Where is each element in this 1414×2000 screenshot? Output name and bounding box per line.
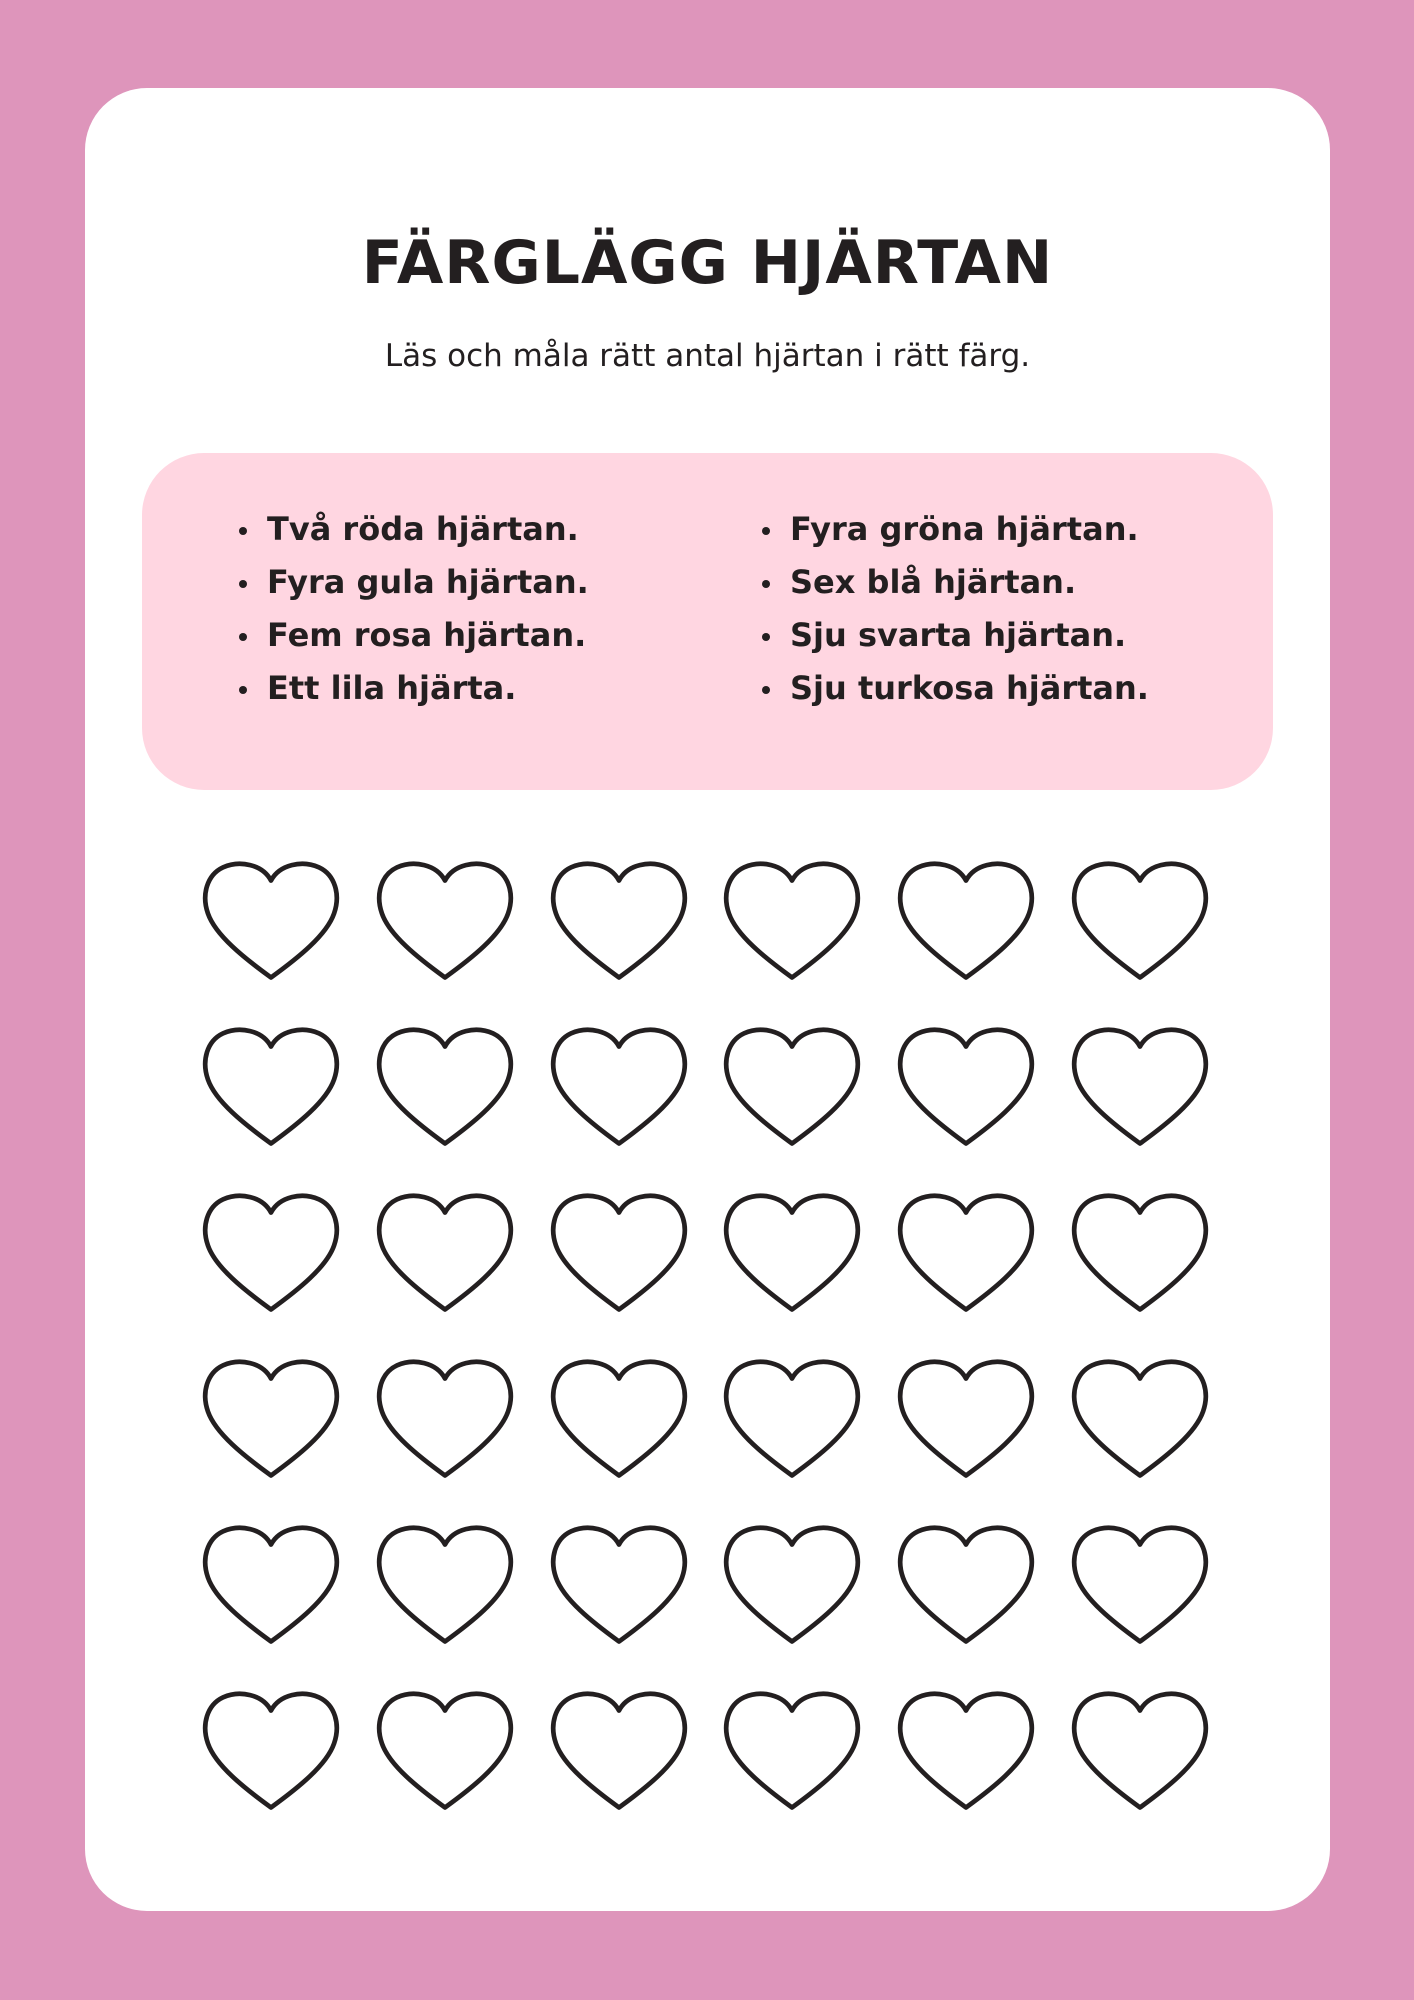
- heart-outline-icon[interactable]: [719, 1189, 865, 1317]
- bullet-icon: [239, 686, 247, 694]
- heart-outline-icon[interactable]: [372, 1189, 518, 1317]
- page-title: FÄRGLÄGG HJÄRTAN: [361, 228, 1054, 298]
- heart-outline-icon[interactable]: [546, 1521, 692, 1649]
- instruction-box: [142, 453, 1273, 790]
- heart-outline-icon[interactable]: [198, 1023, 344, 1151]
- heart-outline-icon[interactable]: [372, 1521, 518, 1649]
- heart-outline-icon[interactable]: [893, 1355, 1039, 1483]
- instruction-text: Fem rosa hjärtan.: [267, 616, 587, 654]
- bullet-icon: [239, 633, 247, 641]
- bullet-icon: [239, 527, 247, 535]
- heart-outline-icon[interactable]: [546, 1023, 692, 1151]
- heart-outline-icon[interactable]: [719, 1687, 865, 1815]
- heart-outline-icon[interactable]: [372, 1355, 518, 1483]
- heart-outline-icon[interactable]: [893, 1023, 1039, 1151]
- instruction-text: Sju turkosa hjärtan.: [790, 669, 1149, 707]
- heart-outline-icon[interactable]: [546, 857, 692, 985]
- heart-outline-icon[interactable]: [893, 857, 1039, 985]
- instruction-text: Sju svarta hjärtan.: [790, 616, 1127, 654]
- instruction-text: Fyra gula hjärtan.: [267, 563, 589, 601]
- heart-outline-icon[interactable]: [198, 857, 344, 985]
- instruction-list-right: [790, 503, 1149, 715]
- worksheet-card: [85, 88, 1330, 1911]
- heart-outline-icon[interactable]: [719, 1521, 865, 1649]
- instruction-item: [790, 503, 1149, 556]
- heart-outline-icon[interactable]: [372, 857, 518, 985]
- heart-outline-icon[interactable]: [198, 1189, 344, 1317]
- bullet-icon: [762, 686, 770, 694]
- heart-outline-icon[interactable]: [198, 1521, 344, 1649]
- bullet-icon: [239, 580, 247, 588]
- heart-outline-icon[interactable]: [198, 1687, 344, 1815]
- instruction-item: [267, 609, 589, 662]
- heart-outline-icon[interactable]: [893, 1521, 1039, 1649]
- heart-outline-icon[interactable]: [893, 1687, 1039, 1815]
- instruction-text: Ett lila hjärta.: [267, 669, 517, 707]
- instruction-item: [267, 662, 589, 715]
- instruction-item: [790, 609, 1149, 662]
- heart-outline-icon[interactable]: [719, 1023, 865, 1151]
- bullet-icon: [762, 580, 770, 588]
- bullet-icon: [762, 633, 770, 641]
- heart-outline-icon[interactable]: [719, 1355, 865, 1483]
- heart-outline-icon[interactable]: [1067, 1355, 1213, 1483]
- heart-outline-icon[interactable]: [546, 1189, 692, 1317]
- instruction-item: [267, 503, 589, 556]
- bullet-icon: [762, 527, 770, 535]
- heart-outline-icon[interactable]: [198, 1355, 344, 1483]
- instruction-item: [267, 556, 589, 609]
- heart-outline-icon[interactable]: [893, 1189, 1039, 1317]
- instruction-item: [790, 662, 1149, 715]
- instruction-text: Fyra gröna hjärtan.: [790, 510, 1139, 548]
- heart-outline-icon[interactable]: [719, 857, 865, 985]
- heart-outline-icon[interactable]: [1067, 857, 1213, 985]
- heart-outline-icon[interactable]: [546, 1355, 692, 1483]
- instruction-list-left: [267, 503, 589, 715]
- heart-outline-icon[interactable]: [372, 1023, 518, 1151]
- heart-outline-icon[interactable]: [1067, 1189, 1213, 1317]
- heart-outline-icon[interactable]: [1067, 1023, 1213, 1151]
- instruction-text: Två röda hjärtan.: [267, 510, 579, 548]
- heart-outline-icon[interactable]: [1067, 1521, 1213, 1649]
- page-subtitle: Läs och måla rätt antal hjärtan i rätt färg.: [384, 338, 1031, 374]
- heart-outline-icon[interactable]: [1067, 1687, 1213, 1815]
- instruction-item: [790, 556, 1149, 609]
- instruction-text: Sex blå hjärtan.: [790, 563, 1077, 601]
- heart-outline-icon[interactable]: [546, 1687, 692, 1815]
- heart-outline-icon[interactable]: [372, 1687, 518, 1815]
